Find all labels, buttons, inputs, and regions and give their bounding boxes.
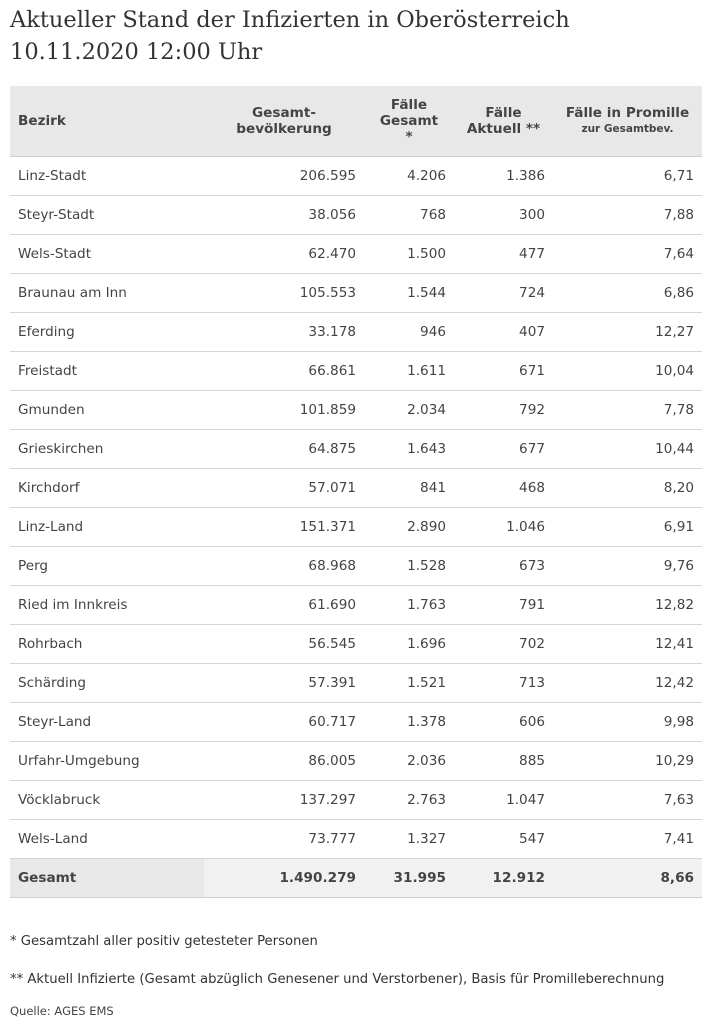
header-bevoelkerung	[204, 86, 364, 157]
source-label: Quelle: AGES EMS	[10, 1004, 114, 1018]
cell-bezirk: Perg	[10, 547, 204, 586]
cell-bezirk: Steyr-Land	[10, 703, 204, 742]
cell-aktuell: 547	[454, 820, 553, 859]
cell-aktuell: 677	[454, 430, 553, 469]
cell-bevoelkerung: 137.297	[204, 781, 364, 820]
cell-promille: 8,20	[553, 469, 702, 508]
cell-promille: 12,82	[553, 586, 702, 625]
cell-gesamt: 1.696	[364, 625, 454, 664]
cell-bevoelkerung: 66.861	[204, 352, 364, 391]
table-row	[10, 625, 702, 664]
cell-promille: 10,44	[553, 430, 702, 469]
cell-promille: 10,04	[553, 352, 702, 391]
cell-bevoelkerung: 57.391	[204, 664, 364, 703]
cell-bezirk: Schärding	[10, 664, 204, 703]
cell-bevoelkerung: 68.968	[204, 547, 364, 586]
header-faelle-gesamt-line3: *	[405, 129, 413, 145]
cell-aktuell: 407	[454, 313, 553, 352]
table-row-total	[10, 859, 702, 898]
table-header	[10, 86, 702, 157]
cell-gesamt: 841	[364, 469, 454, 508]
cell-gesamt: 768	[364, 196, 454, 235]
cell-bevoelkerung: 151.371	[204, 508, 364, 547]
cell-bevoelkerung: 64.875	[204, 430, 364, 469]
cell-bezirk: Wels-Land	[10, 820, 204, 859]
page-title: Aktueller Stand der Infizierten in Oberösterreich 10.11.2020 12:00 Uhr	[10, 7, 570, 65]
table-row	[10, 547, 702, 586]
table-row	[10, 235, 702, 274]
cell-bevoelkerung: 38.056	[204, 196, 364, 235]
cell-aktuell: 702	[454, 625, 553, 664]
header-bezirk	[10, 86, 204, 157]
cell-aktuell: 791	[454, 586, 553, 625]
cell-aktuell: 468	[454, 469, 553, 508]
header-bevoelkerung-line1: Gesamt-	[252, 105, 316, 121]
cell-bezirk: Ried im Innkreis	[10, 586, 204, 625]
table-body	[10, 157, 702, 898]
infection-table	[10, 86, 702, 898]
header-faelle-gesamt-line2: Gesamt	[379, 113, 439, 129]
cell-gesamt: 1.763	[364, 586, 454, 625]
cell-gesamt: 1.643	[364, 430, 454, 469]
footnote-1: * Gesamtzahl aller positiv getesteter Personen	[10, 934, 318, 949]
table-header-row	[10, 86, 702, 157]
cell-bevoelkerung: 1.490.279	[204, 859, 364, 898]
cell-aktuell: 713	[454, 664, 553, 703]
table-row	[10, 703, 702, 742]
cell-promille: 6,86	[553, 274, 702, 313]
cell-bezirk: Steyr-Stadt	[10, 196, 204, 235]
cell-promille: 12,42	[553, 664, 702, 703]
header-bezirk-label: Bezirk	[18, 113, 66, 129]
cell-bevoelkerung: 101.859	[204, 391, 364, 430]
table-row	[10, 274, 702, 313]
cell-gesamt: 2.890	[364, 508, 454, 547]
header-promille-line1: Fälle in Promille	[565, 105, 690, 121]
cell-bevoelkerung: 206.595	[204, 157, 364, 196]
cell-bezirk: Kirchdorf	[10, 469, 204, 508]
cell-gesamt: 1.378	[364, 703, 454, 742]
cell-bevoelkerung: 73.777	[204, 820, 364, 859]
table-row	[10, 820, 702, 859]
table-row	[10, 508, 702, 547]
table-row	[10, 781, 702, 820]
cell-gesamt: 2.034	[364, 391, 454, 430]
cell-promille: 6,71	[553, 157, 702, 196]
cell-bevoelkerung: 57.071	[204, 469, 364, 508]
cell-gesamt: 946	[364, 313, 454, 352]
cell-bevoelkerung: 33.178	[204, 313, 364, 352]
cell-bevoelkerung: 56.545	[204, 625, 364, 664]
cell-aktuell: 673	[454, 547, 553, 586]
cell-bezirk: Freistadt	[10, 352, 204, 391]
cell-promille: 12,27	[553, 313, 702, 352]
cell-promille: 8,66	[553, 859, 702, 898]
cell-bezirk: Grieskirchen	[10, 430, 204, 469]
header-promille	[553, 86, 702, 157]
cell-promille: 9,76	[553, 547, 702, 586]
cell-bevoelkerung: 86.005	[204, 742, 364, 781]
cell-gesamt: 1.327	[364, 820, 454, 859]
cell-aktuell: 1.386	[454, 157, 553, 196]
cell-gesamt: 2.763	[364, 781, 454, 820]
cell-bezirk: Braunau am Inn	[10, 274, 204, 313]
table-row	[10, 742, 702, 781]
cell-bezirk: Vöcklabruck	[10, 781, 204, 820]
cell-bezirk: Gmunden	[10, 391, 204, 430]
table-row	[10, 469, 702, 508]
header-faelle-aktuell-line2: Aktuell **	[466, 121, 541, 137]
cell-aktuell: 671	[454, 352, 553, 391]
cell-promille: 7,64	[553, 235, 702, 274]
header-faelle-aktuell-line1: Fälle	[485, 105, 522, 121]
cell-bezirk: Linz-Land	[10, 508, 204, 547]
cell-gesamt: 1.500	[364, 235, 454, 274]
cell-gesamt: 1.521	[364, 664, 454, 703]
cell-aktuell: 12.912	[454, 859, 553, 898]
cell-promille: 7,41	[553, 820, 702, 859]
cell-aktuell: 885	[454, 742, 553, 781]
header-faelle-aktuell	[454, 86, 553, 157]
table-row	[10, 664, 702, 703]
header-faelle-gesamt-line1: Fälle	[390, 97, 428, 113]
cell-bezirk: Linz-Stadt	[10, 157, 204, 196]
cell-bezirk: Urfahr-Umgebung	[10, 742, 204, 781]
cell-gesamt: 2.036	[364, 742, 454, 781]
cell-promille: 9,98	[553, 703, 702, 742]
table-row	[10, 157, 702, 196]
cell-bevoelkerung: 62.470	[204, 235, 364, 274]
footnote-2: ** Aktuell Infizierte (Gesamt abzüglich Genesener und Verstorbener), Basis für Promilleberechnung	[10, 972, 665, 987]
cell-bevoelkerung: 105.553	[204, 274, 364, 313]
cell-promille: 10,29	[553, 742, 702, 781]
table-row	[10, 391, 702, 430]
table-row	[10, 430, 702, 469]
cell-gesamt: 1.611	[364, 352, 454, 391]
cell-promille: 6,91	[553, 508, 702, 547]
header-bevoelkerung-line2: bevölkerung	[236, 121, 332, 137]
cell-bezirk: Gesamt	[10, 859, 204, 898]
cell-promille: 12,41	[553, 625, 702, 664]
cell-aktuell: 606	[454, 703, 553, 742]
cell-gesamt: 1.528	[364, 547, 454, 586]
cell-promille: 7,88	[553, 196, 702, 235]
cell-aktuell: 1.047	[454, 781, 553, 820]
cell-promille: 7,63	[553, 781, 702, 820]
cell-bevoelkerung: 60.717	[204, 703, 364, 742]
cell-bevoelkerung: 61.690	[204, 586, 364, 625]
cell-bezirk: Wels-Stadt	[10, 235, 204, 274]
table-row	[10, 352, 702, 391]
table-row	[10, 196, 702, 235]
cell-gesamt: 4.206	[364, 157, 454, 196]
cell-aktuell: 792	[454, 391, 553, 430]
cell-promille: 7,78	[553, 391, 702, 430]
cell-gesamt: 31.995	[364, 859, 454, 898]
header-faelle-gesamt	[364, 86, 454, 157]
cell-aktuell: 724	[454, 274, 553, 313]
table-row	[10, 586, 702, 625]
cell-bezirk: Rohrbach	[10, 625, 204, 664]
cell-aktuell: 1.046	[454, 508, 553, 547]
cell-gesamt: 1.544	[364, 274, 454, 313]
cell-bezirk: Eferding	[10, 313, 204, 352]
cell-aktuell: 477	[454, 235, 553, 274]
cell-aktuell: 300	[454, 196, 553, 235]
table-row	[10, 313, 702, 352]
header-promille-line2: zur Gesamtbev.	[581, 123, 674, 135]
